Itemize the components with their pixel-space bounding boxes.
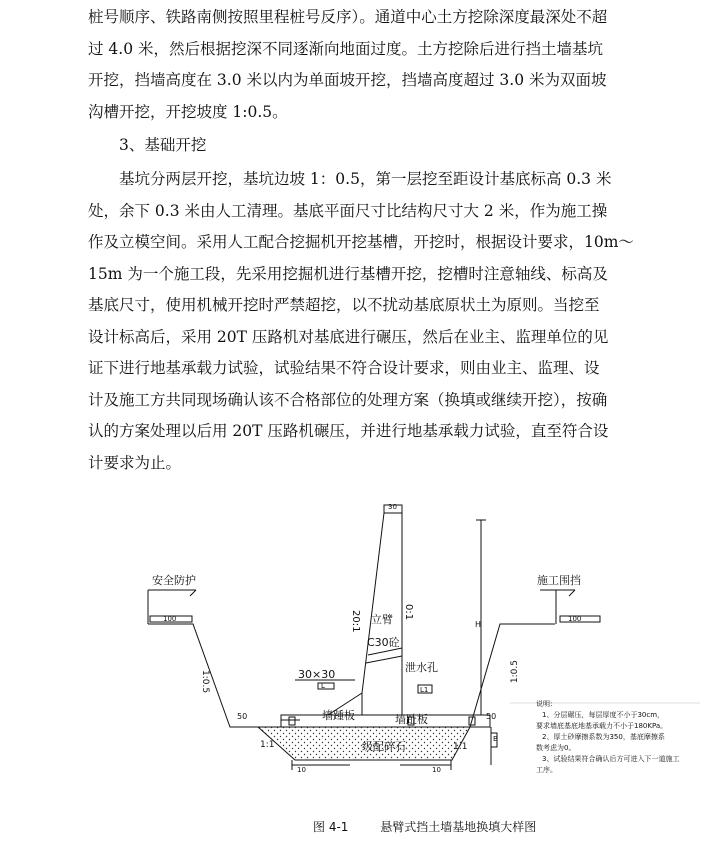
label-concrete: C30砼 [367, 636, 400, 649]
section-heading: 3、基础开挖 [119, 136, 207, 154]
text-line: 处，余下 0.3 米由人工清理。基底平面尺寸比结构尺寸大 2 米，作为施工操 [88, 201, 608, 220]
label-l: L [321, 682, 325, 690]
text-line: 基底尺寸，使用机械开挖时严禁超挖，以不扰动基底原状土为原则。当挖至 [88, 296, 600, 314]
label-b: B [493, 735, 498, 743]
label-wall-slope-right: 0:1 [403, 604, 414, 621]
label-heel: 墙踵板 [322, 709, 355, 722]
text-line: 桩号顺序、铁路南侧按照里程桩号反序）。通道中心土方挖除深度最深处不超 [88, 8, 608, 26]
note-line: 3、试验结果符合确认后方可进入下一道施工 [542, 755, 680, 763]
notes-block [536, 699, 701, 776]
label-dim-100-right: 100 [568, 615, 582, 623]
text-line: 计及施工方共同现场确认该不合格部位的处理方案（换填或继续开挖），按确 [88, 390, 608, 409]
label-drain: 泄水孔 [405, 661, 438, 674]
label-slope-base-right: 1:1 [453, 742, 468, 752]
text-line: 过 4.0 米，然后根据挖深不同逐渐向地面过度。土方挖除后进行挡土墙基坑 [88, 39, 604, 58]
label-wall-slope-left: 20:1 [350, 610, 361, 633]
note-line: 1、分层碾压，每层厚度不小于30cm， [542, 711, 665, 719]
label-dim-30x30: 30×30 [298, 668, 336, 681]
label-wall: 立臂 [371, 613, 393, 626]
label-h: H [475, 620, 482, 629]
figure-caption [313, 818, 564, 835]
note-line: 2、厚土砂摩擦系数为350，基底摩擦系 [542, 733, 665, 741]
label-dim-top: 30 [388, 503, 397, 511]
label-slope-right: 1:0.5 [510, 660, 520, 684]
text-line: 证下进行地基承载力试验，试验结果不符合设计要求，则由业主、监理、设 [88, 359, 600, 377]
label-l1: L1 [420, 686, 429, 694]
label-dim-50-right: 50 [486, 712, 497, 721]
label-dim-100-left: 100 [163, 615, 177, 623]
text-line: 15m 为一个施工段，先采用挖掘机进行基槽开挖，挖槽时注意轴线、标高及 [88, 264, 608, 283]
note-line: 工序。 [536, 766, 557, 774]
text-line: 设计标高后，采用 20T 压路机对基底进行碾压，然后在业主、监理单位的见 [88, 327, 609, 346]
label-slope-left: 1:0.5 [200, 670, 210, 694]
label-dim-50-left: 50 [237, 712, 248, 721]
label-safety: 安全防护 [152, 574, 196, 587]
label-dim-10-left: 10 [297, 766, 306, 774]
text-line: 沟槽开挖，开挖坡度 1:0.5。 [88, 102, 288, 121]
caption-number: 图 4-1 [313, 820, 349, 834]
text-line: 开挖，挡墙高度在 3.0 米以内为单面坡开挖，挡墙高度超过 3.0 米为双面坡 [88, 71, 607, 89]
note-line: 要求墙底基底地基承载力不小于180KPa。 [536, 722, 668, 730]
text-line: 认的方案处理以后用 20T 压路机碾压，并进行地基承载力试验，直至符合设 [88, 422, 609, 440]
label-dim-10-right: 10 [432, 766, 441, 774]
label-gravel: 级配碎石 [362, 740, 406, 753]
label-toe: 墙趾板 [395, 713, 428, 726]
label-slope-base-left: 1:1 [260, 740, 275, 750]
text-line: 基坑分两层开挖，基坑边坡 1：0.5，第一层挖至距设计基底标高 0.3 米 [88, 170, 612, 188]
text-line: 作及立模空间。采用人工配合挖掘机开挖基槽，开挖时，根据设计要求，10m～ [88, 233, 634, 251]
label-fence: 施工围挡 [537, 574, 581, 587]
caption-text: 悬臂式挡土墙基地换填大样图 [380, 820, 537, 834]
notes-title: 说明: [536, 700, 553, 708]
note-line: 数考虑为0。 [536, 744, 576, 752]
text-line: 计要求为止。 [88, 453, 182, 472]
